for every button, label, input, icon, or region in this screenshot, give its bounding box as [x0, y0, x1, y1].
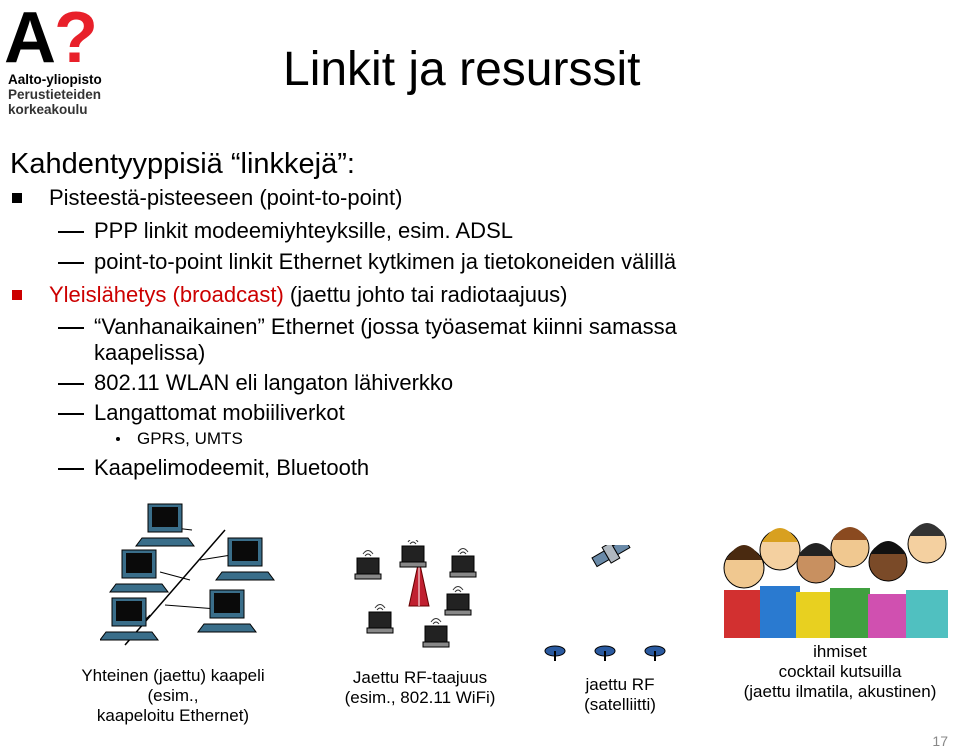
svg-text:A: A	[4, 0, 56, 70]
sub-bullet: 802.11 WLAN eli langaton lähiverkko	[94, 370, 454, 395]
shared-cable-illustration	[100, 500, 280, 650]
aalto-logo-text	[8, 72, 102, 117]
sub-bullet-continued: kaapelissa)	[94, 340, 206, 365]
caption-shared-rf	[330, 668, 510, 708]
broadcast-term: Yleislähetys (broadcast)	[49, 282, 284, 307]
laptop-icon	[450, 549, 476, 578]
bullet-square	[12, 193, 22, 203]
section-heading: Kahdentyyppisiä “linkkejä”:	[10, 148, 355, 180]
laptop-icon	[367, 605, 393, 634]
dash-bullet	[58, 468, 84, 470]
sub-bullet: Kaapelimodeemit, Bluetooth	[94, 455, 370, 480]
bullet-point-to-point: Pisteestä-pisteeseen (point-to-point)	[49, 185, 403, 210]
caption-line: jaettu RF	[585, 675, 655, 694]
wireless-rf-illustration	[345, 540, 485, 650]
sub-bullet: point-to-point linkit Ethernet kytkimen ja tietokoneiden välillä	[94, 249, 677, 274]
caption-line: (satelliitti)	[584, 695, 656, 714]
laptop-icon	[423, 619, 449, 648]
dash-bullet	[58, 383, 84, 385]
slide-title: Linkit ja resurssit	[283, 43, 641, 96]
caption-line: ihmiset	[813, 642, 867, 661]
satellite-dish-icon	[645, 646, 665, 661]
dash-bullet	[58, 231, 84, 233]
dash-bullet	[58, 262, 84, 264]
dot-bullet	[116, 437, 120, 441]
caption-line: Yhteinen (jaettu) kaapeli	[81, 666, 265, 685]
dash-bullet	[58, 327, 84, 329]
logo-line: Aalto-yliopisto	[8, 72, 102, 87]
logo-line: Perustieteiden	[8, 87, 102, 102]
caption-line: (esim., 802.11 WiFi)	[344, 688, 496, 707]
caption-line: Jaettu RF-taajuus	[352, 668, 488, 687]
laptop-icon	[400, 540, 426, 567]
bullet-broadcast	[49, 282, 568, 308]
computer-icon	[198, 590, 256, 632]
page-number: 17	[932, 733, 948, 749]
satellite-dish-icon	[545, 646, 565, 661]
svg-text:?: ?	[54, 0, 98, 70]
sub-bullet: Langattomat mobiiliverkot	[94, 400, 345, 425]
computer-icon	[136, 504, 194, 546]
person-icon	[724, 545, 764, 638]
caption-line: (jaettu ilmatila, akustinen)	[743, 682, 937, 701]
laptop-icon	[445, 587, 471, 616]
sub-sub-bullet: GPRS, UMTS	[137, 429, 243, 448]
satellite-illustration	[540, 545, 680, 670]
caption-satellite	[565, 675, 675, 715]
caption-line: (esim.,	[147, 686, 199, 705]
satellite-icon	[590, 545, 632, 570]
sub-bullet: PPP linkit modeemiyhteyksille, esim. ADSL	[94, 218, 513, 243]
logo-line: korkeakoulu	[8, 102, 88, 117]
dash-bullet	[58, 413, 84, 415]
bullet-square	[12, 290, 22, 300]
laptop-icon	[355, 551, 381, 580]
satellite-dish-icon	[595, 646, 615, 661]
aalto-logo-mark	[4, 0, 114, 70]
computer-icon	[100, 598, 158, 640]
computer-icon	[216, 538, 274, 580]
broadcast-desc: (jaettu johto tai radiotaajuus)	[283, 282, 568, 307]
caption-shared-cable	[62, 666, 284, 726]
computer-icon	[110, 550, 168, 592]
cocktail-party-illustration	[722, 520, 950, 638]
caption-people	[728, 642, 952, 702]
caption-line: kaapeloitu Ethernet)	[96, 706, 250, 725]
sub-bullet: “Vanhanaikainen” Ethernet (jossa työasemat kiinni samassa	[94, 314, 677, 339]
caption-line: cocktail kutsuilla	[778, 662, 902, 681]
